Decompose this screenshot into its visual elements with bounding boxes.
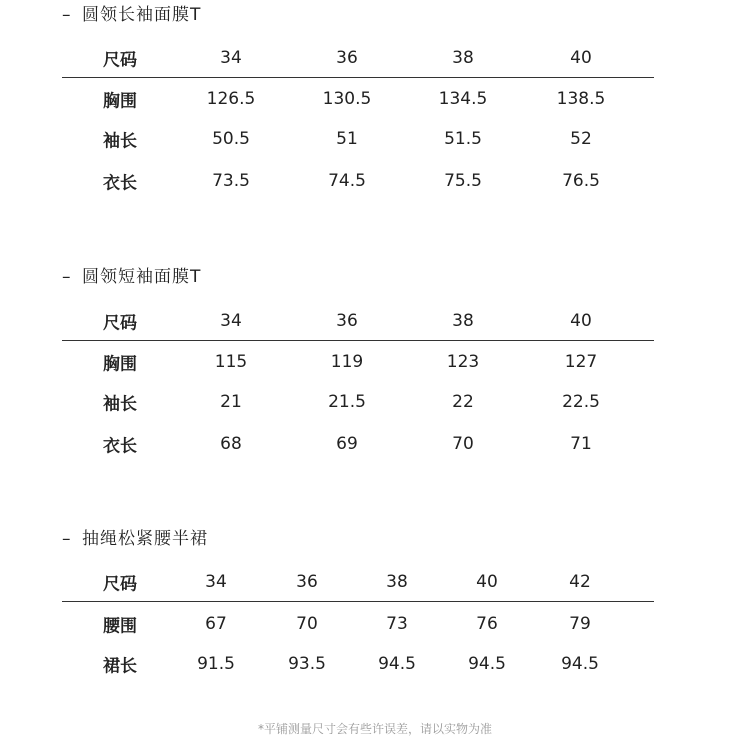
table-cell: 73.5 xyxy=(212,171,250,191)
table-cell: 52 xyxy=(570,129,592,149)
table-cell: 76.5 xyxy=(562,171,600,191)
table-cell: 94.5 xyxy=(468,654,506,674)
size-header-cell: 36 xyxy=(336,48,358,68)
section-title-text: 圆领短袖面膜T xyxy=(82,267,202,287)
measurement-footnote: *平铺测量尺寸会有些许误差，请以实物为准 xyxy=(257,722,492,736)
section-title-text: 圆领长袖面膜T xyxy=(82,5,202,25)
section-title-text: 抽绳松紧腰半裙 xyxy=(82,529,208,549)
size-header-cell: 38 xyxy=(452,48,474,68)
header-label: 尺码 xyxy=(103,313,137,334)
size-header-cell: 40 xyxy=(476,572,498,592)
row-label: 裙长 xyxy=(103,656,137,677)
size-header-cell: 34 xyxy=(220,311,242,331)
table-cell: 79 xyxy=(569,614,591,634)
dash-icon: – xyxy=(62,529,72,549)
table-cell: 73 xyxy=(386,614,408,634)
table-cell: 21 xyxy=(220,392,242,412)
table-cell: 91.5 xyxy=(197,654,235,674)
table-cell: 134.5 xyxy=(438,89,488,109)
row-label: 袖长 xyxy=(103,131,137,152)
size-header-cell: 40 xyxy=(570,48,592,68)
size-header-cell: 38 xyxy=(386,572,408,592)
table-cell: 22 xyxy=(452,392,474,412)
header-divider xyxy=(62,601,654,602)
size-header-cell: 40 xyxy=(570,311,592,331)
row-label: 胸围 xyxy=(103,354,137,375)
table-cell: 94.5 xyxy=(378,654,416,674)
size-header-cell: 36 xyxy=(336,311,358,331)
table-cell: 70 xyxy=(452,434,474,454)
table-cell: 138.5 xyxy=(556,89,606,109)
table-cell: 126.5 xyxy=(206,89,256,109)
dash-icon: – xyxy=(62,5,72,25)
size-header-cell: 38 xyxy=(452,311,474,331)
header-divider xyxy=(62,340,654,341)
size-header-cell: 36 xyxy=(296,572,318,592)
row-label: 衣长 xyxy=(103,436,137,457)
header-label: 尺码 xyxy=(103,50,137,71)
table-cell: 69 xyxy=(336,434,358,454)
table-cell: 70 xyxy=(296,614,318,634)
table-cell: 22.5 xyxy=(562,392,600,412)
header-divider xyxy=(62,77,654,78)
dash-icon: – xyxy=(62,267,72,287)
table-cell: 123 xyxy=(446,352,480,372)
table-cell: 68 xyxy=(220,434,242,454)
table-cell: 67 xyxy=(205,614,227,634)
table-cell: 74.5 xyxy=(328,171,366,191)
row-label: 衣长 xyxy=(103,173,137,194)
table-cell: 71 xyxy=(570,434,592,454)
size-header-cell: 34 xyxy=(205,572,227,592)
size-header-cell: 34 xyxy=(220,48,242,68)
table-cell: 21.5 xyxy=(328,392,366,412)
row-label: 胸围 xyxy=(103,91,137,112)
table-cell: 115 xyxy=(214,352,248,372)
row-label: 腰围 xyxy=(103,616,137,637)
table-cell: 94.5 xyxy=(561,654,599,674)
section-title xyxy=(62,262,201,287)
table-cell: 51.5 xyxy=(444,129,482,149)
table-cell: 93.5 xyxy=(288,654,326,674)
section-title xyxy=(62,0,201,25)
header-label: 尺码 xyxy=(103,574,137,595)
table-cell: 50.5 xyxy=(212,129,250,149)
table-cell: 130.5 xyxy=(322,89,372,109)
row-label: 袖长 xyxy=(103,394,137,415)
section-title xyxy=(62,524,208,549)
table-cell: 51 xyxy=(336,129,358,149)
size-header-cell: 42 xyxy=(569,572,591,592)
table-cell: 119 xyxy=(330,352,364,372)
table-cell: 76 xyxy=(476,614,498,634)
table-cell: 75.5 xyxy=(444,171,482,191)
table-cell: 127 xyxy=(564,352,598,372)
